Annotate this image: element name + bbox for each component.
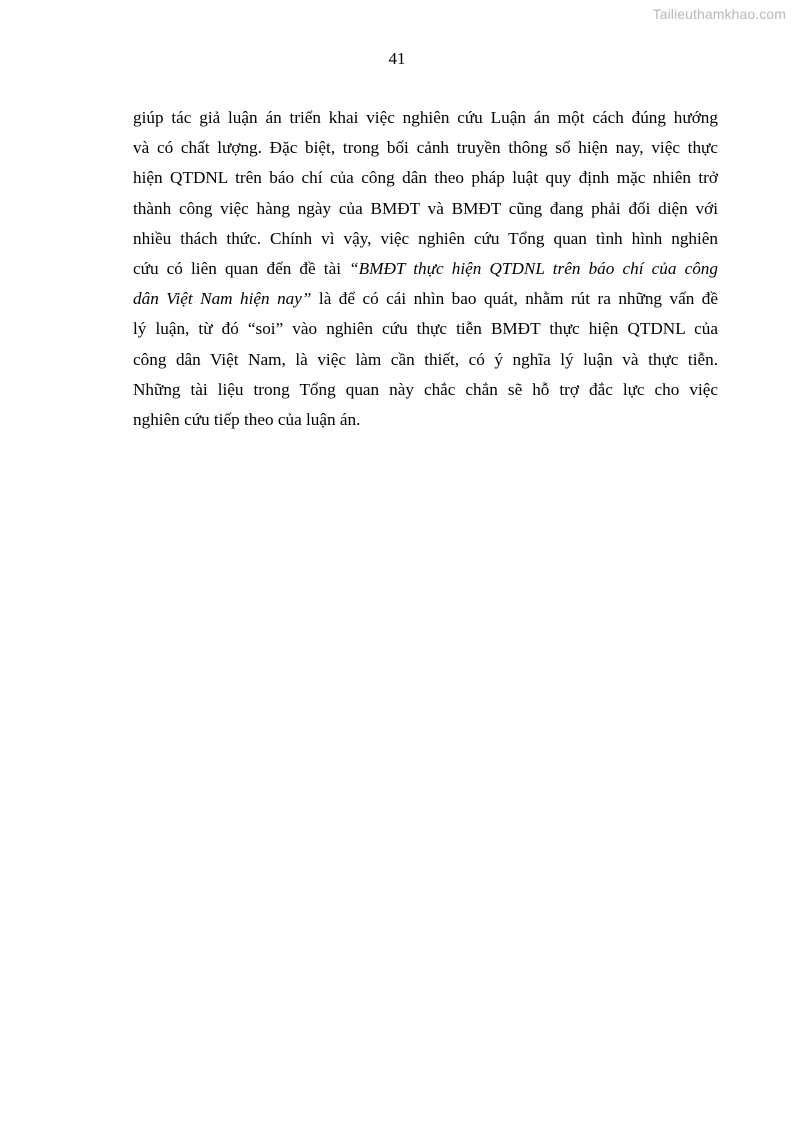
text-line-8 [133, 314, 718, 344]
body-paragraph [133, 103, 718, 435]
text-run: Những tài liệu trong Tổng quan này chắc chắn sẽ hỗ trợ đắc lực cho việc [133, 379, 718, 399]
text-run: thành công việc hàng ngày của BMĐT và BMĐT cũng đang phải đối diện với [133, 198, 718, 218]
text-line-6 [133, 254, 718, 284]
text-line-11 [133, 405, 718, 435]
text-run: hiện QTDNL trên báo chí của công dân theo pháp luật quy định mặc nhiên trở [133, 168, 718, 188]
text-run: là để có cái nhìn bao quát, nhằm rút ra những vấn đề [311, 289, 718, 309]
text-line-9 [133, 345, 718, 375]
text-line-5 [133, 224, 718, 254]
watermark: Tailieuthamkhao.com [652, 6, 786, 22]
text-run: cứu có liên quan đến đề tài [133, 258, 350, 278]
text-line-2 [133, 133, 718, 163]
text-line-4 [133, 194, 718, 224]
text-run: công dân Việt Nam, là việc làm cần thiết, có ý nghĩa lý luận và thực tiễn. [133, 349, 718, 369]
text-run: và có chất lượng. Đặc biệt, trong bối cảnh truyền thông số hiện nay, việc thực [133, 138, 718, 158]
text-run: lý luận, từ đó “soi” vào nghiên cứu thực tiễn BMĐT thực hiện QTDNL của [133, 319, 718, 339]
page-number: 41 [388, 49, 406, 68]
text-run: nhiều thách thức. Chính vì vậy, việc nghiên cứu Tổng quan tình hình nghiên [133, 228, 718, 248]
text-line-3 [133, 163, 718, 193]
italic-title-run: “BMĐT thực hiện QTDNL trên báo chí của công [349, 258, 718, 278]
text-line-7 [133, 284, 718, 314]
text-line-10 [133, 375, 718, 405]
text-run: nghiên cứu tiếp theo của luận án. [133, 409, 361, 429]
text-line-1 [133, 103, 718, 133]
italic-title-run: dân Việt Nam hiện nay” [133, 289, 312, 309]
text-run: giúp tác giả luận án triển khai việc nghiên cứu Luận án một cách đúng hướng [133, 108, 718, 127]
